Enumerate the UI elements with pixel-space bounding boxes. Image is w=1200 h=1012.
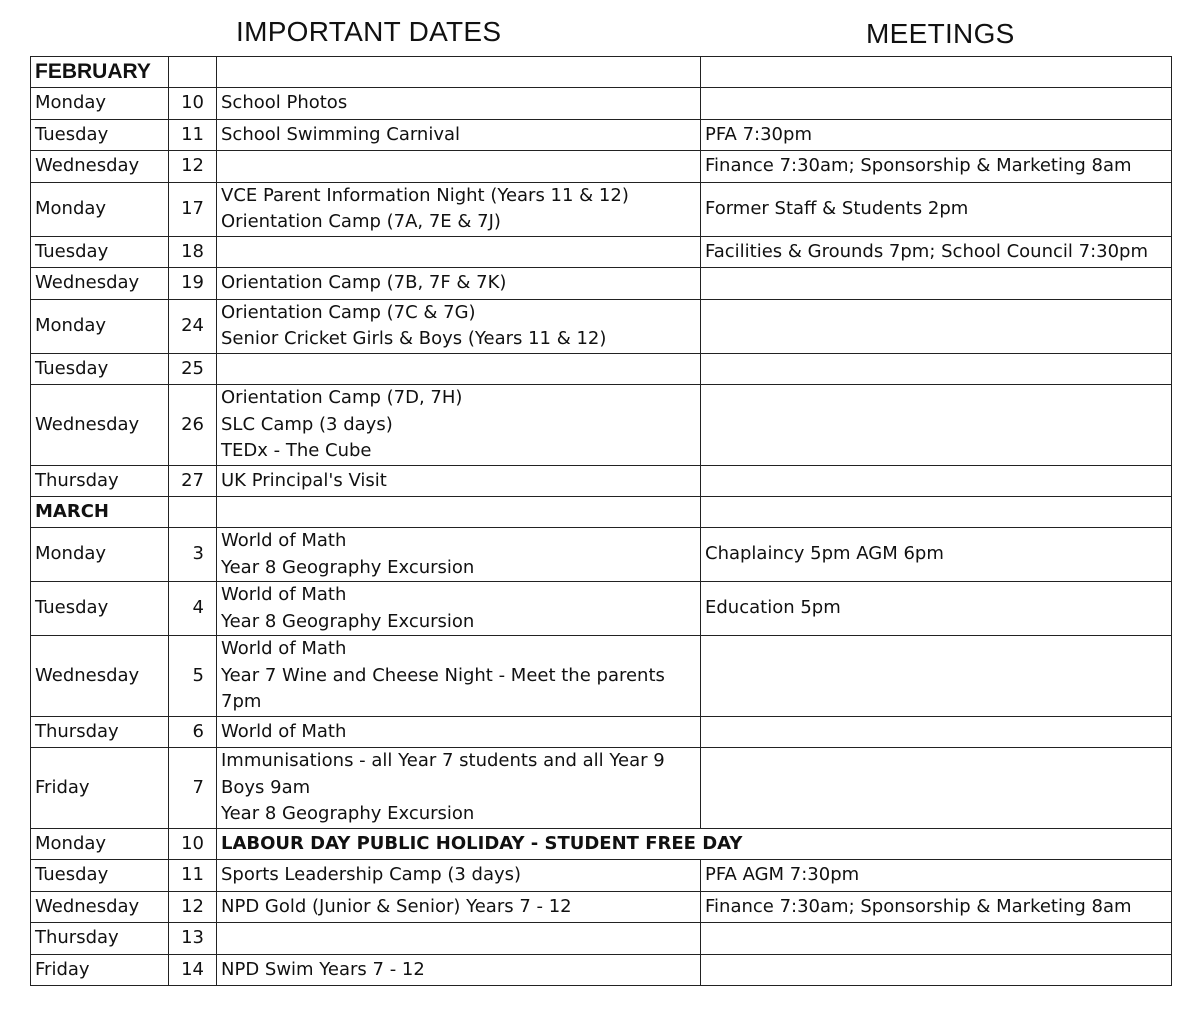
date-cell: 10: [169, 828, 217, 860]
event-cell: [217, 636, 701, 717]
event-cell: [217, 88, 701, 120]
day-cell: Wednesday: [31, 151, 169, 183]
table-row: [31, 828, 1172, 860]
meeting-cell: PFA 7:30pm: [701, 119, 1172, 151]
day-cell: Tuesday: [31, 119, 169, 151]
date-cell: 11: [169, 119, 217, 151]
meeting-cell: [701, 353, 1172, 385]
schedule-table: [30, 56, 1172, 986]
day-cell: Wednesday: [31, 891, 169, 923]
event-line: World of Math: [221, 530, 347, 551]
event-line: Year 8 Geography Excursion: [221, 610, 475, 632]
empty-cell: [169, 57, 217, 88]
table-row: [31, 860, 1172, 892]
table-row: [31, 353, 1172, 385]
day-cell: Tuesday: [31, 236, 169, 268]
date-cell: 12: [169, 891, 217, 923]
event-line: Year 8 Geography Excursion: [221, 803, 475, 824]
event-line: Orientation Camp (7D, 7H): [221, 387, 463, 408]
event-cell: [217, 923, 701, 955]
event-line: LABOUR DAY PUBLIC HOLIDAY - STUDENT FREE DAY: [221, 832, 743, 854]
meeting-cell: [701, 268, 1172, 300]
date-cell: 18: [169, 236, 217, 268]
month-header-row: [31, 497, 1172, 528]
meeting-cell: [701, 923, 1172, 955]
empty-cell: [701, 497, 1172, 528]
table-row: [31, 954, 1172, 986]
meeting-cell: Education 5pm: [701, 582, 1172, 636]
event-line: VCE Parent Information Night (Years 11 & 12): [221, 184, 629, 206]
meeting-cell: [701, 88, 1172, 120]
table-row: [31, 236, 1172, 268]
meeting-cell: PFA AGM 7:30pm: [701, 860, 1172, 892]
date-cell: 5: [169, 636, 217, 717]
day-cell: Tuesday: [31, 860, 169, 892]
empty-cell: [701, 57, 1172, 88]
event-cell: [217, 236, 701, 268]
event-line: TEDx - The Cube: [221, 440, 372, 461]
day-cell: Monday: [31, 88, 169, 120]
event-cell: [217, 465, 701, 497]
date-cell: 14: [169, 954, 217, 986]
meeting-cell: [701, 636, 1172, 717]
empty-cell: [217, 57, 701, 88]
month-header-row: [31, 57, 1172, 88]
day-cell: Wednesday: [31, 636, 169, 717]
meetings-heading: MEETINGS: [866, 18, 1015, 49]
event-line: Senior Cricket Girls & Boys (Years 11 & 12): [221, 328, 607, 349]
day-cell: Tuesday: [31, 353, 169, 385]
date-cell: 13: [169, 923, 217, 955]
event-line: Orientation Camp (7C & 7G): [221, 301, 476, 323]
event-line: Year 8 Geography Excursion: [221, 556, 475, 578]
day-cell: Monday: [31, 182, 169, 236]
table-row: [31, 385, 1172, 466]
meeting-cell: [701, 299, 1172, 353]
date-cell: 24: [169, 299, 217, 353]
event-cell: [217, 891, 701, 923]
schedule-body: [31, 57, 1172, 986]
event-line: Orientation Camp (7B, 7F & 7K): [221, 272, 507, 293]
meeting-cell: Facilities & Grounds 7pm; School Council 7:30pm: [701, 236, 1172, 268]
date-cell: 26: [169, 385, 217, 466]
important-dates-heading: IMPORTANT DATES: [236, 16, 502, 47]
event-cell: [217, 119, 701, 151]
date-cell: 6: [169, 716, 217, 748]
event-cell: [217, 528, 701, 582]
event-cell: [217, 748, 701, 829]
day-cell: Monday: [31, 299, 169, 353]
table-row: [31, 748, 1172, 829]
meeting-cell: [701, 716, 1172, 748]
event-line: School Swimming Carnival: [221, 123, 461, 145]
meeting-cell: [701, 748, 1172, 829]
meeting-cell: [701, 465, 1172, 497]
date-cell: 11: [169, 860, 217, 892]
day-cell: Thursday: [31, 716, 169, 748]
event-cell: [217, 299, 701, 353]
table-row: [31, 268, 1172, 300]
date-cell: 4: [169, 582, 217, 636]
month-label: MARCH: [31, 497, 169, 528]
event-cell: [217, 954, 701, 986]
table-row: [31, 528, 1172, 582]
event-cell: [217, 828, 1172, 860]
event-line: Immunisations - all Year 7 students and all Year 9: [221, 750, 665, 771]
event-line: Boys 9am: [221, 776, 311, 798]
event-line: 7pm: [221, 691, 262, 712]
event-cell: [217, 353, 701, 385]
empty-cell: [217, 497, 701, 528]
day-cell: Tuesday: [31, 582, 169, 636]
event-line: School Photos: [221, 92, 348, 113]
day-cell: Thursday: [31, 465, 169, 497]
date-cell: 17: [169, 182, 217, 236]
event-line: UK Principal's Visit: [221, 469, 387, 491]
day-cell: Monday: [31, 828, 169, 860]
table-row: [31, 299, 1172, 353]
event-line: NPD Swim Years 7 - 12: [221, 958, 425, 980]
table-row: [31, 582, 1172, 636]
event-cell: [217, 182, 701, 236]
event-cell: [217, 268, 701, 300]
meeting-cell: Finance 7:30am; Sponsorship & Marketing 8am: [701, 151, 1172, 183]
table-row: [31, 151, 1172, 183]
date-cell: 10: [169, 88, 217, 120]
event-line: Year 7 Wine and Cheese Night - Meet the parents: [221, 664, 665, 686]
event-cell: [217, 151, 701, 183]
event-cell: [217, 860, 701, 892]
date-cell: 3: [169, 528, 217, 582]
event-line: World of Math: [221, 584, 347, 605]
month-label: FEBRUARY: [31, 57, 169, 88]
table-row: [31, 182, 1172, 236]
meeting-cell: Finance 7:30am; Sponsorship & Marketing 8am: [701, 891, 1172, 923]
table-row: [31, 716, 1172, 748]
day-cell: Friday: [31, 954, 169, 986]
event-line: World of Math: [221, 720, 347, 742]
event-line: Sports Leadership Camp (3 days): [221, 864, 522, 885]
day-cell: Wednesday: [31, 268, 169, 300]
date-cell: 19: [169, 268, 217, 300]
meeting-cell: [701, 385, 1172, 466]
date-cell: 7: [169, 748, 217, 829]
date-cell: 25: [169, 353, 217, 385]
table-row: [31, 88, 1172, 120]
table-row: [31, 465, 1172, 497]
day-cell: Thursday: [31, 923, 169, 955]
day-cell: Friday: [31, 748, 169, 829]
event-cell: [217, 385, 701, 466]
day-cell: Wednesday: [31, 385, 169, 466]
table-row: [31, 891, 1172, 923]
date-cell: 12: [169, 151, 217, 183]
event-cell: [217, 716, 701, 748]
empty-cell: [169, 497, 217, 528]
meeting-cell: Chaplaincy 5pm AGM 6pm: [701, 528, 1172, 582]
event-line: Orientation Camp (7A, 7E & 7J): [221, 211, 501, 232]
day-cell: Monday: [31, 528, 169, 582]
event-cell: [217, 582, 701, 636]
table-row: [31, 119, 1172, 151]
meeting-cell: [701, 954, 1172, 986]
date-cell: 27: [169, 465, 217, 497]
meeting-cell: Former Staff & Students 2pm: [701, 182, 1172, 236]
event-line: World of Math: [221, 638, 347, 659]
event-line: NPD Gold (Junior & Senior) Years 7 - 12: [221, 895, 572, 917]
table-row: [31, 923, 1172, 955]
event-line: SLC Camp (3 days): [221, 413, 393, 435]
table-row: [31, 636, 1172, 717]
